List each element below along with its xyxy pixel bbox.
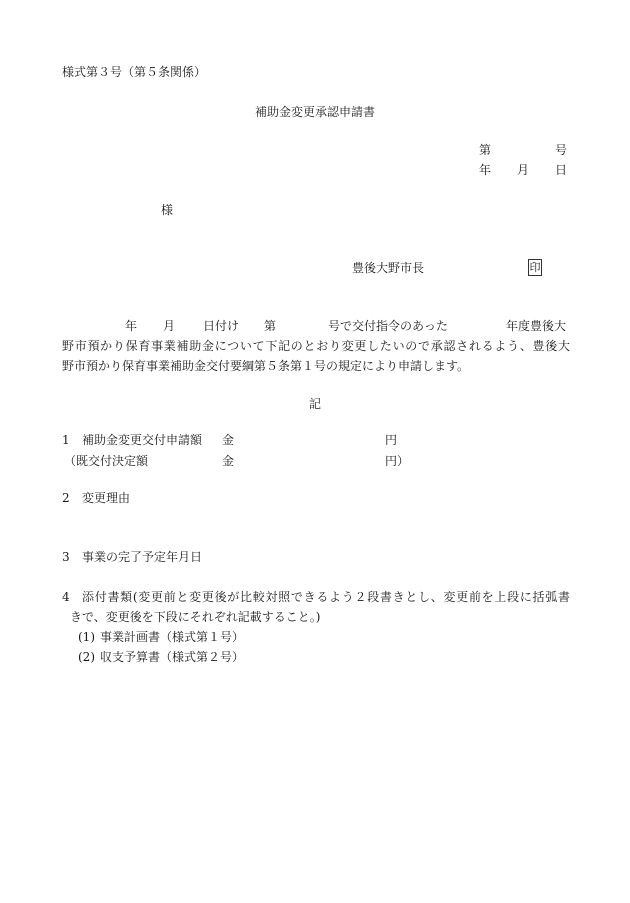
seal-stamp-box: 印 xyxy=(529,261,541,274)
date-day: 日 xyxy=(555,163,568,177)
item-1-sub-currency: 金 xyxy=(222,454,235,468)
item-1-sub-label: （既交付決定額 xyxy=(64,454,149,468)
doc-number-prefix: 第 xyxy=(479,143,492,157)
date-year: 年 xyxy=(479,163,492,177)
item-4-label-continued: きで、変更後を下段にそれぞれ記載すること。) xyxy=(70,610,321,624)
form-number: 様式第３号（第５条関係） xyxy=(62,65,207,79)
doc-number-suffix: 号 xyxy=(555,143,568,157)
body-month: 月 xyxy=(163,319,176,333)
document-title: 補助金変更承認申請書 xyxy=(254,105,375,119)
body-day: 日付け xyxy=(203,319,240,333)
item-2-number: 2 xyxy=(62,491,70,505)
note-heading: 記 xyxy=(308,397,321,411)
item-2-label: 変更理由 xyxy=(82,491,131,505)
item-3-label: 事業の完了予定年月日 xyxy=(82,550,203,564)
item-1-unit: 円 xyxy=(385,433,398,447)
attachment-2-label: 収支予算書（様式第２号） xyxy=(100,650,245,664)
item-1-number: 1 xyxy=(62,433,70,447)
body-number-suffix: 号で交付指令のあった xyxy=(328,319,448,333)
item-4-number: 4 xyxy=(62,590,70,604)
body-number-prefix: 第 xyxy=(264,319,277,333)
body-year: 年 xyxy=(125,319,138,333)
attachment-2-number: (2) xyxy=(78,650,95,664)
item-1-sub-unit: 円） xyxy=(385,454,410,468)
item-1-label: 補助金変更交付申請額 xyxy=(82,433,203,447)
item-1-currency: 金 xyxy=(222,433,235,447)
item-4-label: 添付書類(変更前と変更後が比較対照できるよう２段書きとし、変更前を上段に括弧書 xyxy=(82,590,570,604)
attachment-1-label: 事業計画書（様式第１号） xyxy=(100,630,245,644)
body-fiscal-year: 年度豊後大 xyxy=(506,319,567,333)
applicant-name: 豊後大野市長 xyxy=(352,261,425,275)
item-3-number: 3 xyxy=(62,550,70,564)
addressee-suffix: 様 xyxy=(161,203,174,217)
body-line-3: 野市預かり保育事業補助金交付要綱第５条第１号の規定により申請します。 xyxy=(62,359,470,373)
body-line-2: 野市預かり保育事業補助金について下記のとおり変更したいので承認されるよう、豊後大 xyxy=(62,339,570,353)
attachment-1-number: (1) xyxy=(78,630,95,644)
date-month: 月 xyxy=(517,163,530,177)
